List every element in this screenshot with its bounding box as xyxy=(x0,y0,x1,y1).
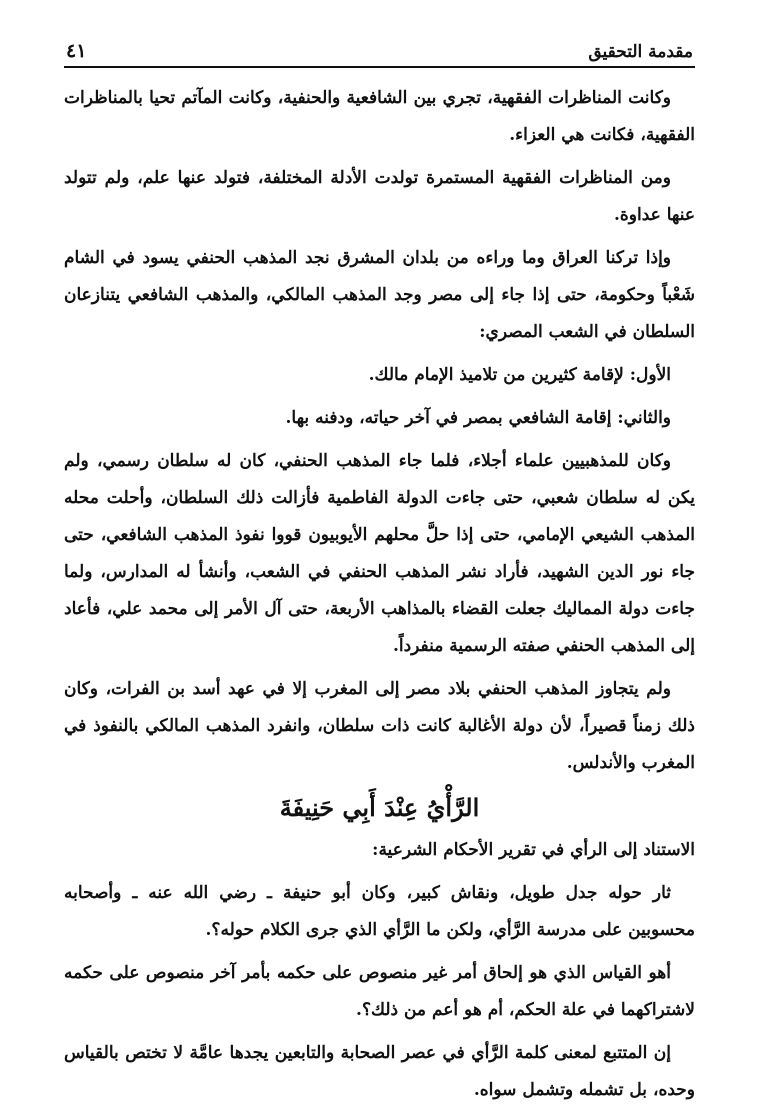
paragraph: ثار حوله جدل طويل، ونقاش كبير، وكان أبو حنيفة ـ رضي الله عنه ـ وأصحابه محسوبين على مدرسة الرَّأي، ولكن ما الرَّأي الذي جرى الكلام حوله؟. xyxy=(64,883,695,940)
subsection-heading: الاستناد إلى الرأي في تقرير الأحكام الشرعية: xyxy=(372,840,695,860)
page-body xyxy=(64,80,695,1109)
paragraph: والثاني: إقامة الشافعي بمصر في آخر حياته، ودفنه بها. xyxy=(285,408,671,428)
section-heading: الرَّأْيُ عِنْدَ أَبِي حَنِيفَةَ xyxy=(279,793,480,822)
header-rule xyxy=(64,66,695,68)
paragraph: وكان للمذهبيين علماء أجلاء، فلما جاء المذهب الحنفي، كان له سلطان رسمي، ولم يكن له سلطان شعبي، حتى جاءت الدولة الفاطمية فأزالت ذلك السلطان، وأحلت محله المذهب الشيعي الإمامي، حتى إذا حلَّ محلهم الأيوبيون قووا نفوذ المذهب الشافعي، حتى جاء نور الدين الشهيد، فأراد نشر المذهب الحنفي في الشعب، وأنشأ له المدارس، ولما جاءت دولة المماليك جعلت القضاء بالمذاهب الأربعة، حتى آل الأمر إلى محمد علي، فأعاد إلى المذهب الحنفي صفته الرسمية منفرداً. xyxy=(64,451,695,656)
paragraph: وكانت المناظرات الفقهية، تجري بين الشافعية والحنفية، وكانت المآتم تحيا بالمناظرات الفقهية، فكانت هي العزاء. xyxy=(64,88,695,145)
page-number: ٤١ xyxy=(66,40,87,62)
paragraph: وإذا تركنا العراق وما وراءه من بلدان المشرق نجد المذهب الحنفي يسود في الشام شَعْباً وحكومة، حتى إذا جاء إلى مصر وجد المذهب المالكي، والمذهب الشافعي يتنازعان السلطان في الشعب المصري: xyxy=(64,248,695,342)
paragraph: إن المتتبع لمعنى كلمة الرَّأي في عصر الصحابة والتابعين يجدها عامَّة لا تختص بالقياس وحده، بل تشمله وتشمل سواه. xyxy=(64,1043,695,1100)
paragraph: الأول: لإقامة كثيرين من تلاميذ الإمام مالك. xyxy=(368,365,671,385)
paragraph: أهو القياس الذي هو إلحاق أمر غير منصوص على حكمه بأمر آخر منصوص على حكمه لاشتراكهما في علة الحكم، أم هو أعم من ذلك؟. xyxy=(64,963,695,1020)
running-header xyxy=(64,40,695,66)
running-title: مقدمة التحقيق xyxy=(588,42,693,62)
paragraph: ولم يتجاوز المذهب الحنفي بلاد مصر إلى المغرب إلا في عهد أسد بن الفرات، وكان ذلك زمناً قصيراً، لأن دولة الأغالبة كانت ذات سلطان، وانفرد المذهب المالكي بالنفوذ في المغرب والأندلس. xyxy=(64,679,695,773)
paragraph: ومن المناظرات الفقهية المستمرة تولدت الأدلة المختلفة، فتولد عنها علم، ولم تتولد عنها عداوة. xyxy=(64,168,695,225)
